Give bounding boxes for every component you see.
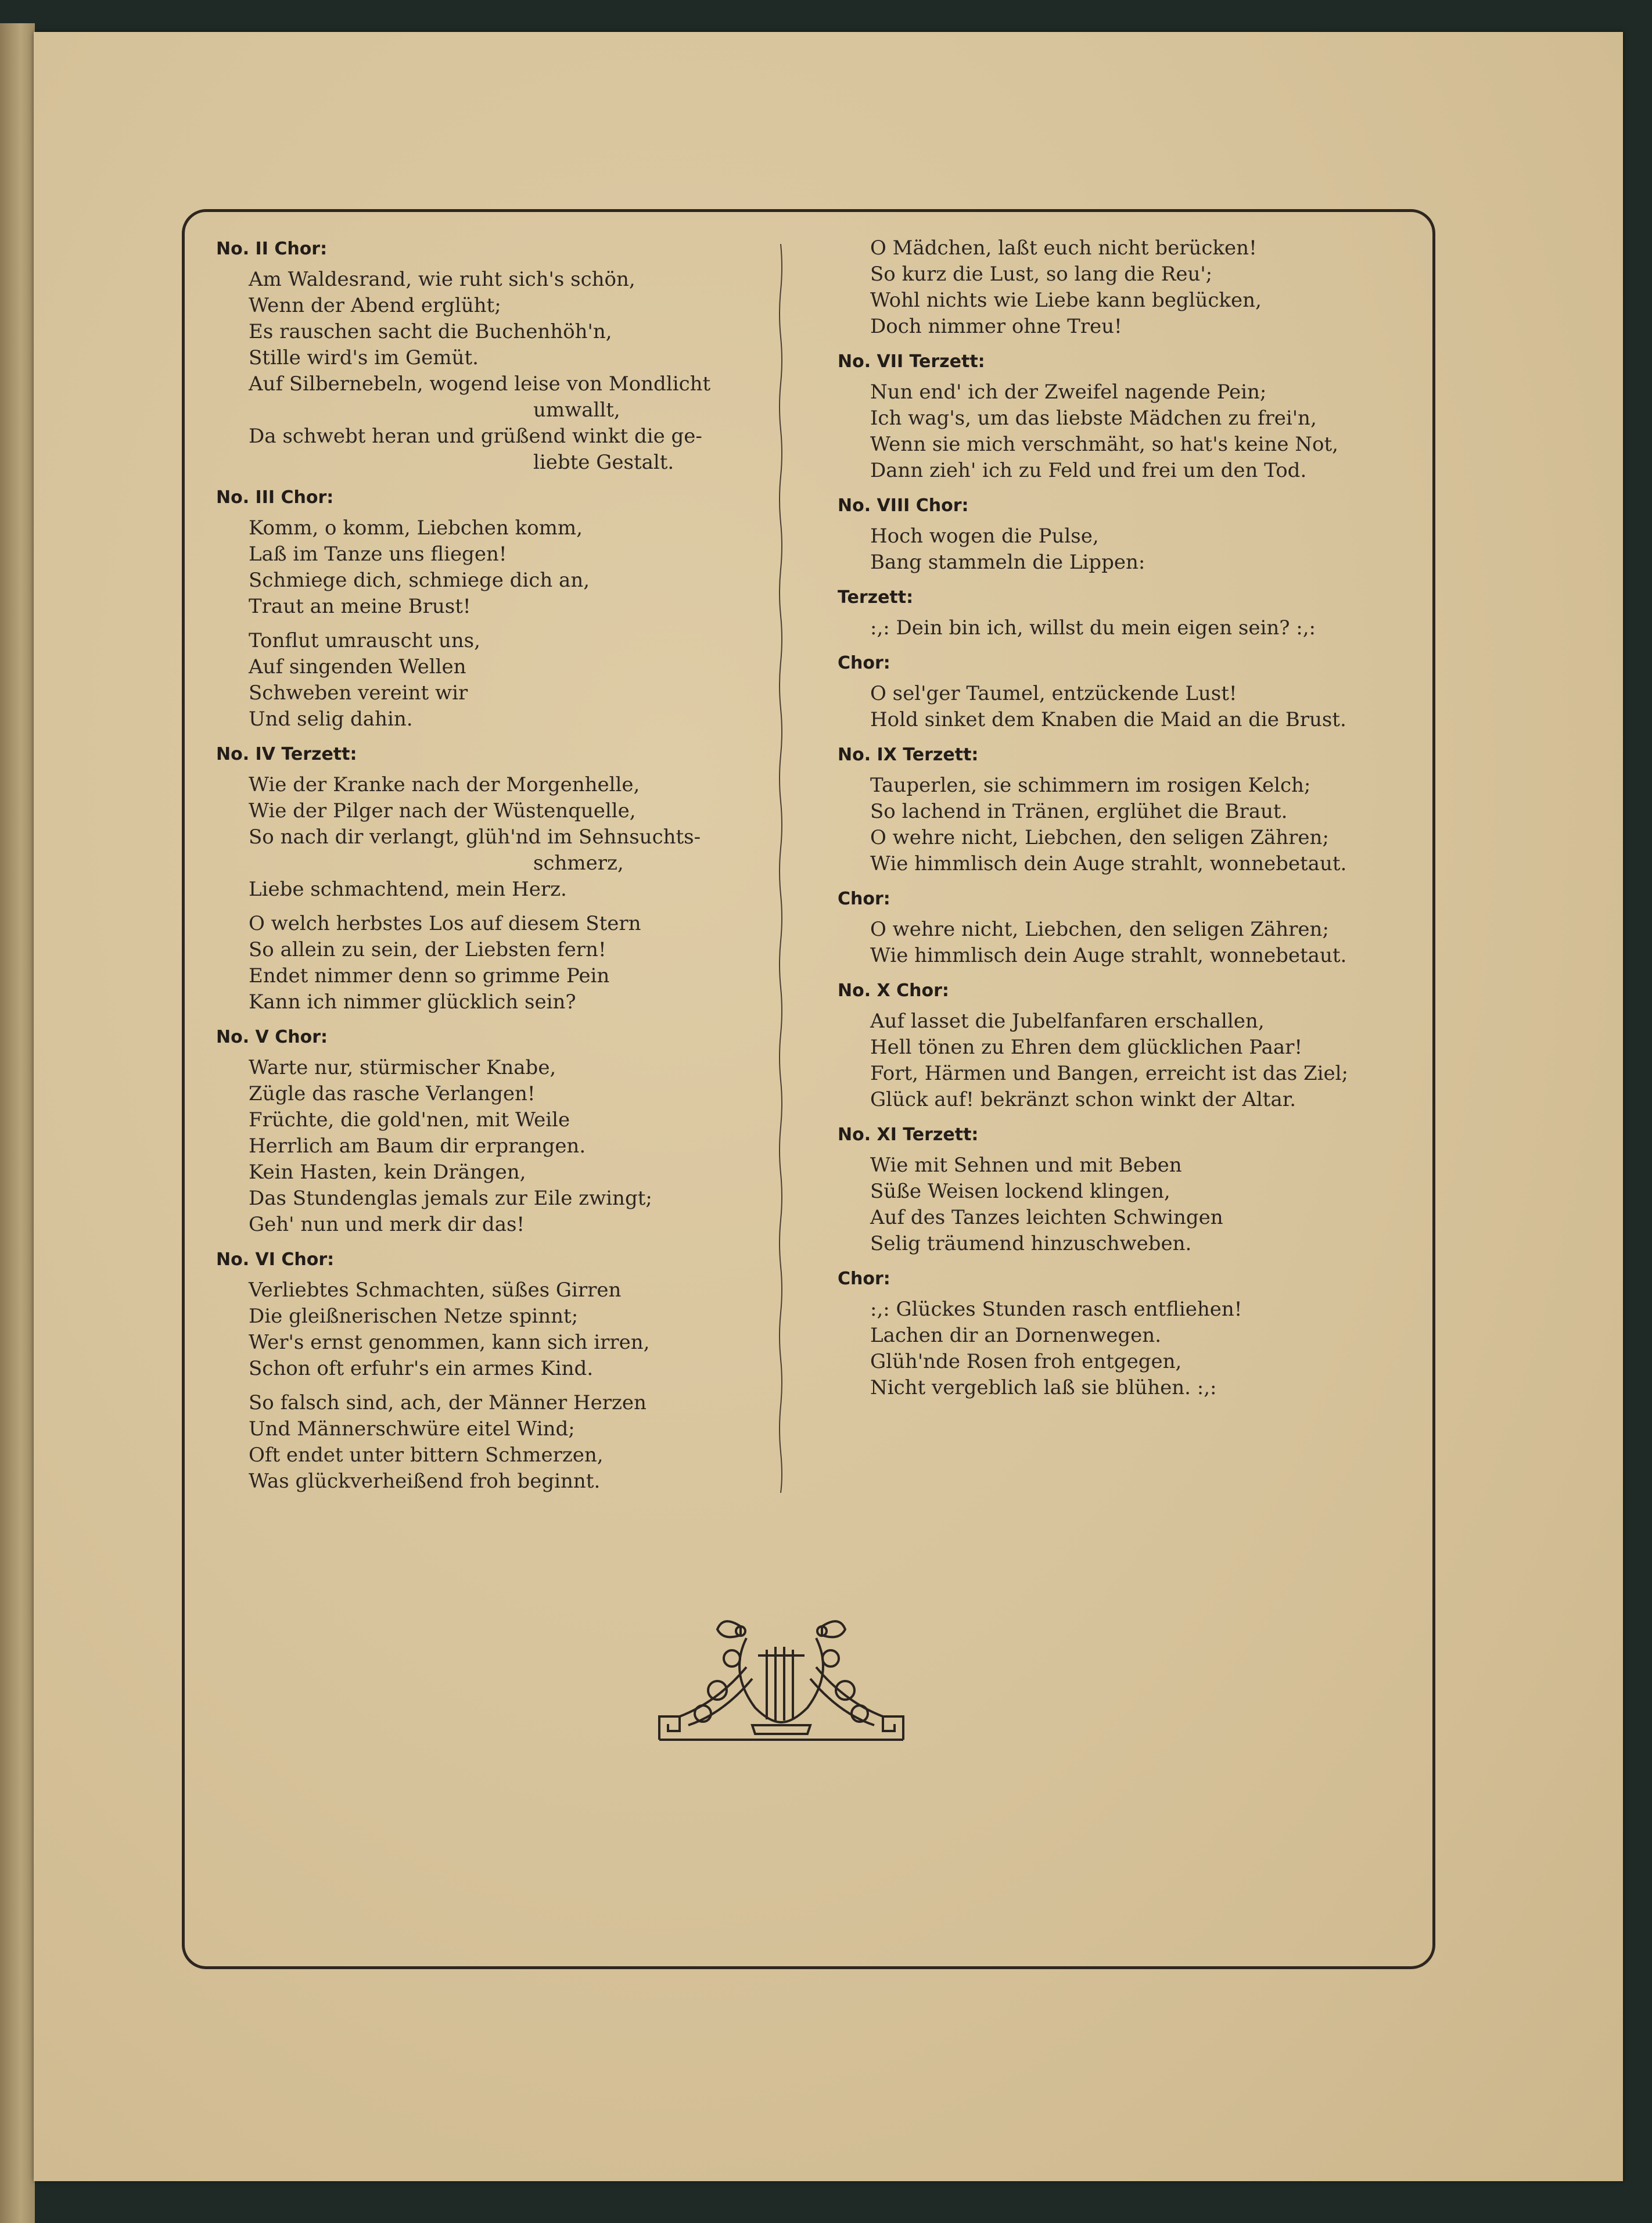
verse-line: Und Männerschwüre eitel Wind; bbox=[249, 1417, 575, 1441]
section-no-vi-chor bbox=[216, 1246, 739, 1495]
verse-line: So nach dir verlangt, glüh'nd im Sehnsuchts- bbox=[249, 825, 701, 849]
verse-line: Fort, Härmen und Bangen, erreicht ist das Ziel; bbox=[870, 1062, 1348, 1085]
section-heading: No. IV Terzett: bbox=[216, 744, 357, 764]
section-heading: Chor: bbox=[838, 889, 890, 909]
section-no-v-chor bbox=[216, 1023, 739, 1238]
verse-line: So allein zu sein, der Liebsten fern! bbox=[249, 938, 606, 961]
section-heading: No. VII Terzett: bbox=[838, 351, 985, 372]
section-heading: No. IX Terzett: bbox=[838, 745, 979, 765]
verse-line: Hold sinket dem Knaben die Maid an die Brust. bbox=[870, 708, 1346, 731]
verse-line: Wie himmlisch dein Auge strahlt, wonnebetaut. bbox=[870, 852, 1347, 875]
book-spine-edge bbox=[0, 23, 35, 2223]
verse-line: Liebe schmachtend, mein Herz. bbox=[249, 878, 567, 901]
verse-line: Es rauschen sacht die Buchenhöh'n, bbox=[249, 320, 612, 343]
verse-line: O welch herbstes Los auf diesem Stern bbox=[249, 912, 641, 935]
stanza bbox=[870, 917, 1360, 969]
right-column bbox=[838, 235, 1360, 1409]
verse-line: Wie mit Sehnen und mit Beben bbox=[870, 1154, 1182, 1177]
verse-line: Am Waldesrand, wie ruht sich's schön, bbox=[249, 268, 635, 291]
section-heading: Chor: bbox=[838, 1269, 890, 1289]
verse-line: Auf lasset die Jubelfanfaren erschallen, bbox=[870, 1010, 1265, 1033]
verse-line: Kein Hasten, kein Drängen, bbox=[249, 1161, 526, 1184]
section-continued bbox=[838, 235, 1360, 340]
stanza bbox=[249, 515, 739, 620]
verse-line: Kann ich nimmer glücklich sein? bbox=[249, 990, 576, 1014]
verse-line: Nun end' ich der Zweifel nagende Pein; bbox=[870, 380, 1267, 404]
verse-line: :,: Glückes Stunden rasch entfliehen! bbox=[870, 1298, 1242, 1321]
verse-line: So kurz die Lust, so lang die Reu'; bbox=[870, 263, 1213, 286]
verse-line: Bang stammeln die Lippen: bbox=[870, 551, 1145, 574]
verse-line: Wie der Kranke nach der Morgenhelle, bbox=[249, 773, 640, 796]
verse-line: Wer's ernst genommen, kann sich irren, bbox=[249, 1331, 650, 1354]
section-heading: Chor: bbox=[838, 653, 890, 673]
verse-line: liebte Gestalt. bbox=[533, 451, 674, 474]
stanza bbox=[249, 267, 739, 476]
verse-line: Doch nimmer ohne Treu! bbox=[870, 315, 1122, 338]
stanza bbox=[870, 615, 1360, 641]
section-heading: Terzett: bbox=[838, 587, 914, 608]
verse-line: Endet nimmer denn so grimme Pein bbox=[249, 964, 610, 987]
verse-line: Was glückverheißend froh beginnt. bbox=[249, 1470, 601, 1493]
lyre-ornament-icon bbox=[653, 1615, 909, 1748]
stanza bbox=[249, 772, 739, 903]
section-no-iv-terzett bbox=[216, 741, 739, 1015]
section-no-xi-terzett bbox=[838, 1121, 1360, 1257]
verse-line: Tauperlen, sie schimmern im rosigen Kelch; bbox=[870, 774, 1311, 797]
section-no-iii-chor bbox=[216, 484, 739, 732]
verse-line: Schon oft erfuhr's ein armes Kind. bbox=[249, 1357, 594, 1380]
stanza bbox=[870, 1152, 1360, 1257]
verse-line: Nicht vergeblich laß sie blühen. :,: bbox=[870, 1376, 1217, 1399]
verse-line: Oft endet unter bittern Schmerzen, bbox=[249, 1443, 604, 1467]
verse-line: Wenn sie mich verschmäht, so hat's keine Not, bbox=[870, 433, 1338, 456]
section-no-viii-chor bbox=[838, 492, 1360, 576]
verse-line: Schmiege dich, schmiege dich an, bbox=[249, 569, 590, 592]
verse-line: Das Stundenglas jemals zur Eile zwingt; bbox=[249, 1187, 652, 1210]
section-chor bbox=[838, 885, 1360, 969]
verse-line: Ich wag's, um das liebste Mädchen zu frei'n, bbox=[870, 407, 1317, 430]
verse-line: Süße Weisen lockend klingen, bbox=[870, 1180, 1170, 1203]
verse-line: umwallt, bbox=[533, 398, 620, 422]
stanza bbox=[249, 911, 739, 1015]
section-terzett bbox=[838, 584, 1360, 641]
verse-line: Die gleißnerischen Netze spinnt; bbox=[249, 1305, 579, 1328]
stanza bbox=[870, 773, 1360, 877]
verse-line: Wenn der Abend erglüht; bbox=[249, 294, 501, 317]
section-heading: No. V Chor: bbox=[216, 1027, 328, 1047]
verse-line: Wie himmlisch dein Auge strahlt, wonnebetaut. bbox=[870, 944, 1347, 967]
verse-line: Auf singenden Wellen bbox=[249, 655, 466, 678]
verse-line: Hell tönen zu Ehren dem glücklichen Paar! bbox=[870, 1036, 1303, 1059]
verse-line: Glüh'nde Rosen froh entgegen, bbox=[870, 1350, 1182, 1373]
verse-line: Lachen dir an Dornenwegen. bbox=[870, 1324, 1162, 1347]
stanza bbox=[870, 235, 1360, 340]
verse-line: Traut an meine Brust! bbox=[249, 595, 471, 618]
verse-line: Und selig dahin. bbox=[249, 708, 413, 731]
verse-line: Hoch wogen die Pulse, bbox=[870, 525, 1099, 548]
verse-line: O wehre nicht, Liebchen, den seligen Zähren; bbox=[870, 826, 1329, 849]
section-heading: No. XI Terzett: bbox=[838, 1125, 979, 1145]
stanza bbox=[870, 1008, 1360, 1113]
section-heading: No. VI Chor: bbox=[216, 1249, 335, 1270]
section-heading: No. II Chor: bbox=[216, 239, 328, 259]
verse-line: Tonflut umrauscht uns, bbox=[249, 629, 480, 652]
verse-line: Wohl nichts wie Liebe kann beglücken, bbox=[870, 289, 1262, 312]
verse-line: O sel'ger Taumel, entzückende Lust! bbox=[870, 682, 1237, 705]
section-no-ii-chor bbox=[216, 235, 739, 476]
verse-line: So falsch sind, ach, der Männer Herzen bbox=[249, 1391, 647, 1414]
stanza bbox=[870, 523, 1360, 576]
verse-line: Selig träumend hinzuschweben. bbox=[870, 1232, 1192, 1255]
verse-line: Schweben vereint wir bbox=[249, 681, 468, 705]
section-no-x-chor bbox=[838, 977, 1360, 1113]
column-divider bbox=[777, 244, 784, 1493]
verse-line: Warte nur, stürmischer Knabe, bbox=[249, 1056, 556, 1079]
section-heading: No. III Chor: bbox=[216, 487, 334, 508]
verse-line: Früchte, die gold'nen, mit Weile bbox=[249, 1108, 570, 1132]
stanza bbox=[249, 1277, 739, 1382]
verse-line: O wehre nicht, Liebchen, den seligen Zähren; bbox=[870, 918, 1329, 941]
verse-line: Komm, o komm, Liebchen komm, bbox=[249, 516, 583, 540]
verse-line: Zügle das rasche Verlangen! bbox=[249, 1082, 536, 1105]
verse-line: Da schwebt heran und grüßend winkt die ge- bbox=[249, 425, 702, 448]
stanza bbox=[870, 681, 1360, 733]
section-heading: No. VIII Chor: bbox=[838, 495, 969, 516]
section-heading: No. X Chor: bbox=[838, 981, 949, 1001]
verse-line: schmerz, bbox=[533, 852, 624, 875]
verse-line: Dann zieh' ich zu Feld und frei um den Tod. bbox=[870, 459, 1307, 482]
verse-line: O Mädchen, laßt euch nicht berücken! bbox=[870, 236, 1257, 260]
stanza bbox=[249, 628, 739, 732]
verse-line: Glück auf! bekränzt schon winkt der Altar. bbox=[870, 1088, 1297, 1111]
section-chor bbox=[838, 649, 1360, 733]
stanza bbox=[870, 1297, 1360, 1401]
section-no-ix-terzett bbox=[838, 741, 1360, 877]
left-column bbox=[216, 235, 739, 1503]
verse-line: Verliebtes Schmachten, süßes Girren bbox=[249, 1279, 622, 1302]
verse-line: :,: Dein bin ich, willst du mein eigen sein? :,: bbox=[870, 616, 1316, 640]
verse-line: Laß im Tanze uns fliegen! bbox=[249, 543, 507, 566]
stanza bbox=[870, 379, 1360, 484]
verse-line: Auf des Tanzes leichten Schwingen bbox=[870, 1206, 1223, 1229]
stanza bbox=[249, 1055, 739, 1238]
verse-line: Herrlich am Baum dir erprangen. bbox=[249, 1134, 586, 1158]
section-no-vii-terzett bbox=[838, 348, 1360, 484]
stanza bbox=[249, 1390, 739, 1495]
section-chor bbox=[838, 1265, 1360, 1401]
verse-line: Geh' nun und merk dir das! bbox=[249, 1213, 525, 1236]
verse-line: Stille wird's im Gemüt. bbox=[249, 346, 479, 369]
verse-line: So lachend in Tränen, erglühet die Braut. bbox=[870, 800, 1288, 823]
verse-line: Wie der Pilger nach der Wüstenquelle, bbox=[249, 799, 636, 823]
verse-line: Auf Silbernebeln, wogend leise von Mondlicht bbox=[249, 372, 711, 396]
